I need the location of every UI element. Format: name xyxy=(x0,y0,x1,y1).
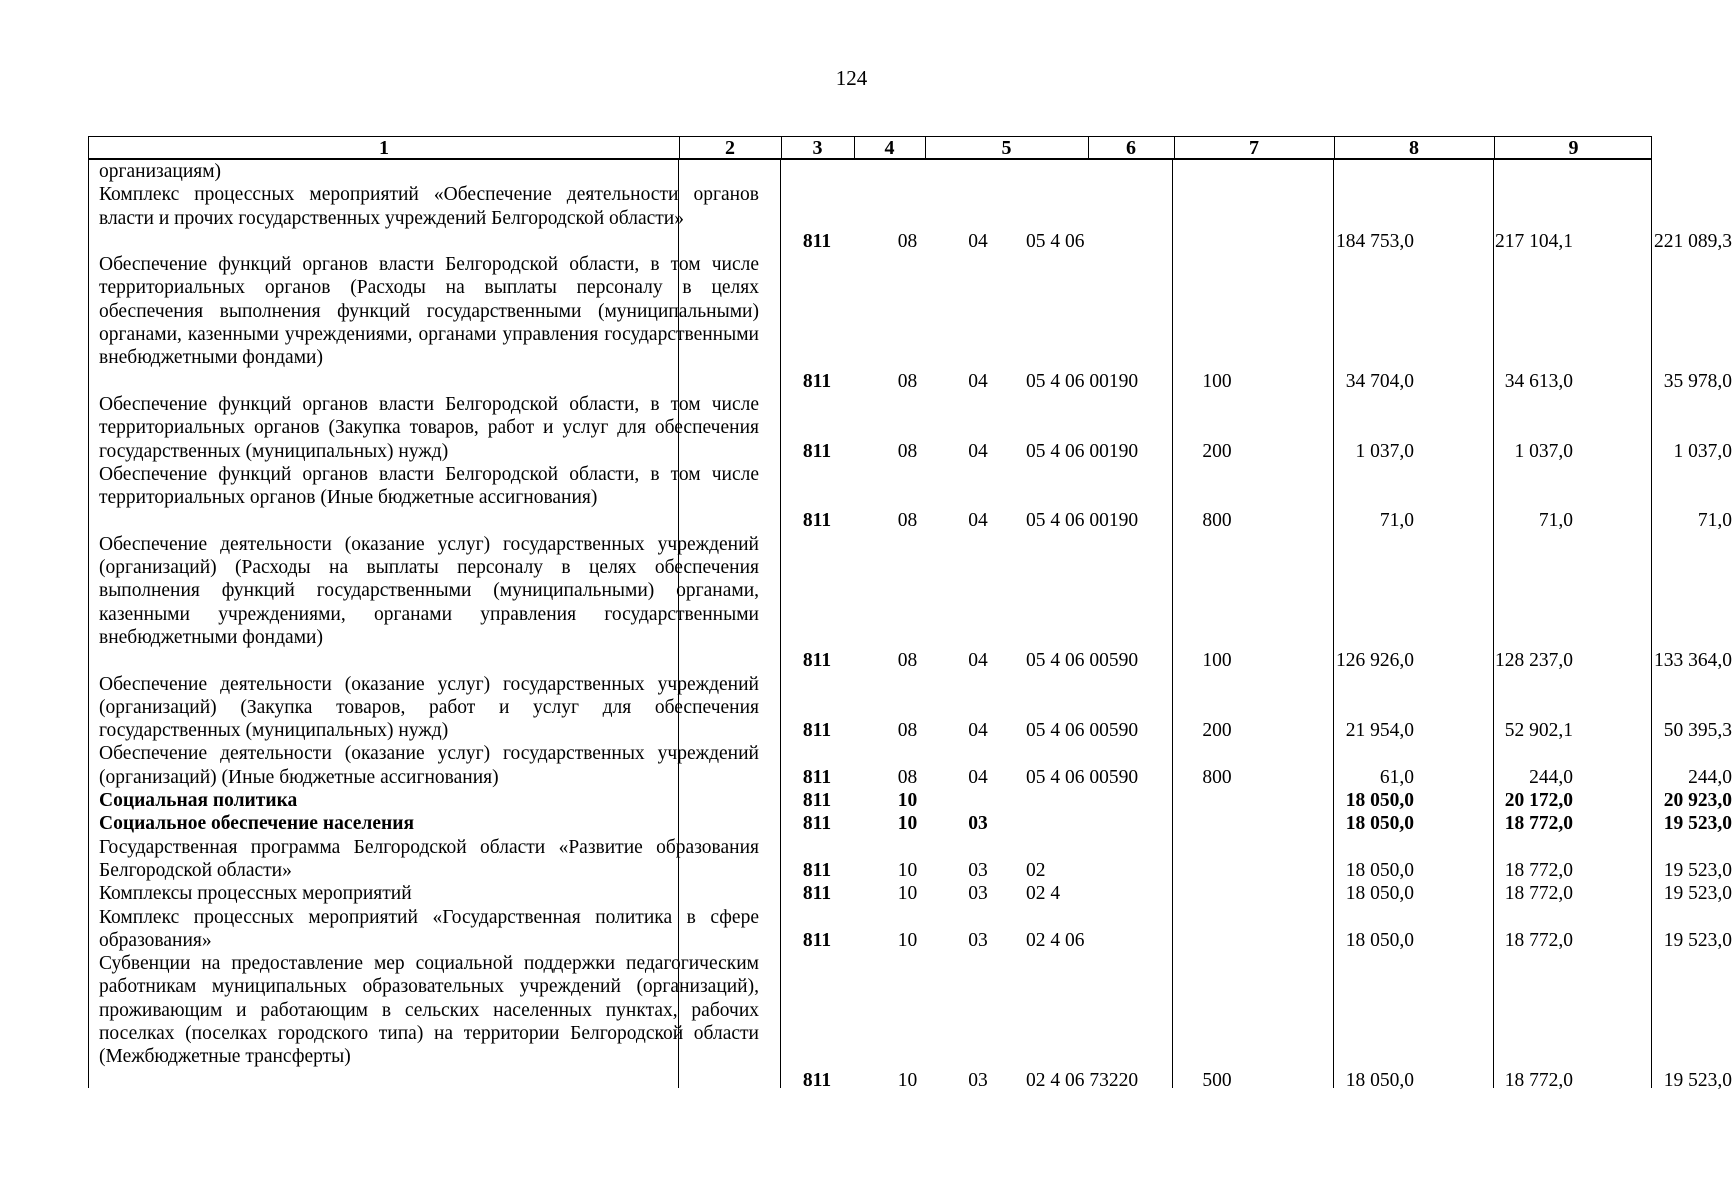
cell-c6: 800 xyxy=(1202,766,1232,788)
cell-c9: 20 923,0 xyxy=(1663,790,1732,812)
cell-c4: 04 xyxy=(968,370,988,392)
table-row xyxy=(88,812,1732,835)
cell-c2: 811 xyxy=(802,510,832,532)
cell-c5: 05 4 06 00190 xyxy=(1026,440,1139,462)
header-col-2: 2 xyxy=(725,137,735,159)
table-body xyxy=(88,160,1732,1092)
table-row xyxy=(88,882,1732,905)
row-description: Обеспечение функций органов власти Белгородской области, в том числе территориальных органов (Закупка товаров, работ и услуг для обеспечения государственных (муниципальных) нужд) xyxy=(99,393,759,462)
header-col-4: 4 xyxy=(884,137,895,159)
cell-c3: 08 xyxy=(897,766,918,788)
table-row xyxy=(88,183,1732,253)
row-description: Комплекс процессных мероприятий «Обеспечение деятельности органов власти и прочих государственных учреждений Белгородской области» xyxy=(99,184,759,229)
table-row xyxy=(88,952,1732,1092)
row-description: Обеспечение деятельности (оказание услуг) государственных учреждений (организаций) (Иные бюджетные ассигнования) xyxy=(99,743,759,788)
table-row xyxy=(88,533,1732,673)
cell-c7: 1 037,0 xyxy=(1355,440,1414,462)
cell-c4: 03 xyxy=(968,813,988,835)
cell-c9: 50 395,3 xyxy=(1663,720,1732,742)
cell-c7: 34 704,0 xyxy=(1345,370,1414,392)
cell-c3: 10 xyxy=(897,1069,918,1091)
header-col-8: 8 xyxy=(1409,137,1419,159)
header-col-3: 3 xyxy=(812,137,823,159)
cell-c3: 10 xyxy=(897,790,918,812)
cell-c8: 244,0 xyxy=(1529,766,1573,788)
cell-c3: 08 xyxy=(897,440,918,462)
cell-c6: 200 xyxy=(1202,440,1232,462)
cell-c2: 811 xyxy=(802,440,832,462)
header-col-5: 5 xyxy=(1001,137,1012,159)
cell-c4: 04 xyxy=(968,720,988,742)
table-row xyxy=(88,906,1732,953)
cell-c6: 100 xyxy=(1202,370,1232,392)
cell-c7: 126 926,0 xyxy=(1336,650,1414,672)
cell-c4: 03 xyxy=(968,883,988,905)
table-row xyxy=(88,393,1732,463)
cell-c5: 02 4 xyxy=(1026,883,1061,905)
row-description: организациям) xyxy=(99,161,222,182)
cell-c8: 52 902,1 xyxy=(1504,720,1573,742)
cell-c7: 18 050,0 xyxy=(1345,859,1414,881)
row-description: Социальное обеспечение населения xyxy=(99,813,414,835)
cell-c8: 18 772,0 xyxy=(1504,929,1573,951)
cell-c5: 05 4 06 xyxy=(1026,230,1085,252)
cell-c5: 05 4 06 00590 xyxy=(1026,650,1139,672)
cell-c5: 02 xyxy=(1026,859,1046,881)
cell-c8: 128 237,0 xyxy=(1495,650,1573,672)
cell-c6: 800 xyxy=(1202,510,1232,532)
row-description: Государственная программа Белгородской области «Развитие образования Белгородской области» xyxy=(99,836,759,881)
header-col-1: 1 xyxy=(379,137,389,159)
cell-c8: 18 772,0 xyxy=(1504,859,1573,881)
table-row xyxy=(88,742,1732,789)
cell-c7: 18 050,0 xyxy=(1345,883,1414,905)
table-row xyxy=(88,789,1732,812)
cell-c4: 04 xyxy=(968,650,988,672)
row-description: Обеспечение функций органов власти Белгородской области, в том числе территориальных органов (Расходы на выплаты персоналу в целях обеспечения выполнения функций государственными (муниципальными) органами, казенными учреждениями, органами управления государственными внебюджетными фондами) xyxy=(99,254,759,369)
cell-c9: 1 037,0 xyxy=(1673,440,1732,462)
cell-c2: 811 xyxy=(802,859,832,881)
row-description: Комплекс процессных мероприятий «Государственная политика в сфере образования» xyxy=(99,906,759,951)
cell-c8: 1 037,0 xyxy=(1514,440,1573,462)
cell-c6: 500 xyxy=(1202,1069,1232,1091)
cell-c5: 02 4 06 xyxy=(1026,929,1085,951)
cell-c7: 18 050,0 xyxy=(1345,790,1414,812)
cell-c6: 200 xyxy=(1202,720,1232,742)
cell-c5: 05 4 06 00190 xyxy=(1026,510,1139,532)
cell-c5: 05 4 06 00190 xyxy=(1026,370,1139,392)
cell-c2: 811 xyxy=(802,370,832,392)
table-row xyxy=(88,463,1732,533)
page-number: 124 xyxy=(835,66,868,90)
cell-c5: 05 4 06 00590 xyxy=(1026,766,1139,788)
cell-c2: 811 xyxy=(802,929,832,951)
cell-c9: 244,0 xyxy=(1688,766,1732,788)
cell-c4: 03 xyxy=(968,929,988,951)
cell-c3: 08 xyxy=(897,650,918,672)
cell-c8: 18 772,0 xyxy=(1504,1069,1573,1091)
cell-c3: 10 xyxy=(897,813,918,835)
cell-c7: 184 753,0 xyxy=(1336,230,1414,252)
row-description: Комплексы процессных мероприятий xyxy=(99,883,412,905)
cell-c3: 08 xyxy=(897,370,918,392)
cell-c7: 71,0 xyxy=(1379,510,1414,532)
cell-c4: 04 xyxy=(968,510,988,532)
header-col-7: 7 xyxy=(1249,137,1259,159)
cell-c3: 10 xyxy=(897,929,918,951)
cell-c4: 03 xyxy=(968,1069,988,1091)
cell-c2: 811 xyxy=(802,813,832,835)
cell-c5: 02 4 06 73220 xyxy=(1026,1069,1139,1091)
cell-c2: 811 xyxy=(802,230,832,252)
header-col-9: 9 xyxy=(1568,137,1579,159)
cell-c2: 811 xyxy=(802,650,832,672)
cell-c8: 217 104,1 xyxy=(1495,230,1573,252)
row-description: Социальная политика xyxy=(99,790,298,812)
cell-c9: 19 523,0 xyxy=(1663,859,1732,881)
cell-c8: 18 772,0 xyxy=(1504,883,1573,905)
cell-c9: 19 523,0 xyxy=(1663,1069,1732,1091)
cell-c7: 18 050,0 xyxy=(1345,929,1414,951)
cell-c9: 221 089,3 xyxy=(1654,230,1732,252)
cell-c2: 811 xyxy=(802,790,832,812)
cell-c9: 133 364,0 xyxy=(1654,650,1732,672)
cell-c3: 08 xyxy=(897,230,918,252)
cell-c3: 10 xyxy=(897,883,918,905)
cell-c9: 35 978,0 xyxy=(1663,370,1732,392)
cell-c5: 05 4 06 00590 xyxy=(1026,720,1139,742)
cell-c8: 20 172,0 xyxy=(1504,790,1573,812)
table-row xyxy=(88,836,1732,883)
row-description: Обеспечение деятельности (оказание услуг) государственных учреждений (организаций) (Расходы на выплаты персоналу в целях обеспечения выполнения функций государственными (муниципальными) органами, казенными учреждениями, органами управления государственными внебюджетными фондами) xyxy=(99,533,759,648)
header-col-6: 6 xyxy=(1126,137,1136,159)
row-description: Субвенции на предоставление мер социальной поддержки педагогическим работникам муниципальных образовательных учреждений (организаций), проживающим и работающим в сельских населенных пунктах, рабочих поселках (поселках городского типа) на территории Белгородской области (Межбюджетные трансферты) xyxy=(99,953,759,1068)
cell-c2: 811 xyxy=(802,883,832,905)
cell-c2: 811 xyxy=(802,766,832,788)
cell-c8: 71,0 xyxy=(1538,510,1573,532)
cell-c4: 04 xyxy=(968,766,988,788)
cell-c7: 18 050,0 xyxy=(1345,813,1414,835)
cell-c4: 03 xyxy=(968,859,988,881)
cell-c9: 71,0 xyxy=(1697,510,1732,532)
cell-c2: 811 xyxy=(802,1069,832,1091)
table-row xyxy=(88,160,1652,183)
cell-c4: 04 xyxy=(968,230,988,252)
cell-c3: 08 xyxy=(897,510,918,532)
cell-c8: 34 613,0 xyxy=(1504,370,1573,392)
cell-c7: 18 050,0 xyxy=(1345,1069,1414,1091)
cell-c3: 10 xyxy=(897,859,918,881)
cell-c7: 21 954,0 xyxy=(1345,720,1414,742)
table-row xyxy=(88,253,1732,393)
row-description: Обеспечение деятельности (оказание услуг) государственных учреждений (организаций) (Закупка товаров, работ и услуг для обеспечения государственных (муниципальных) нужд) xyxy=(99,673,759,742)
cell-c3: 08 xyxy=(897,720,918,742)
cell-c7: 61,0 xyxy=(1379,766,1414,788)
cell-c6: 100 xyxy=(1202,650,1232,672)
cell-c9: 19 523,0 xyxy=(1663,929,1732,951)
cell-c9: 19 523,0 xyxy=(1663,813,1732,835)
cell-c4: 04 xyxy=(968,440,988,462)
cell-c2: 811 xyxy=(802,720,832,742)
table-row xyxy=(88,673,1732,743)
row-description: Обеспечение функций органов власти Белгородской области, в том числе территориальных органов (Иные бюджетные ассигнования) xyxy=(99,463,759,509)
cell-c8: 18 772,0 xyxy=(1504,813,1573,835)
table-header xyxy=(88,136,1652,160)
cell-c9: 19 523,0 xyxy=(1663,883,1732,905)
